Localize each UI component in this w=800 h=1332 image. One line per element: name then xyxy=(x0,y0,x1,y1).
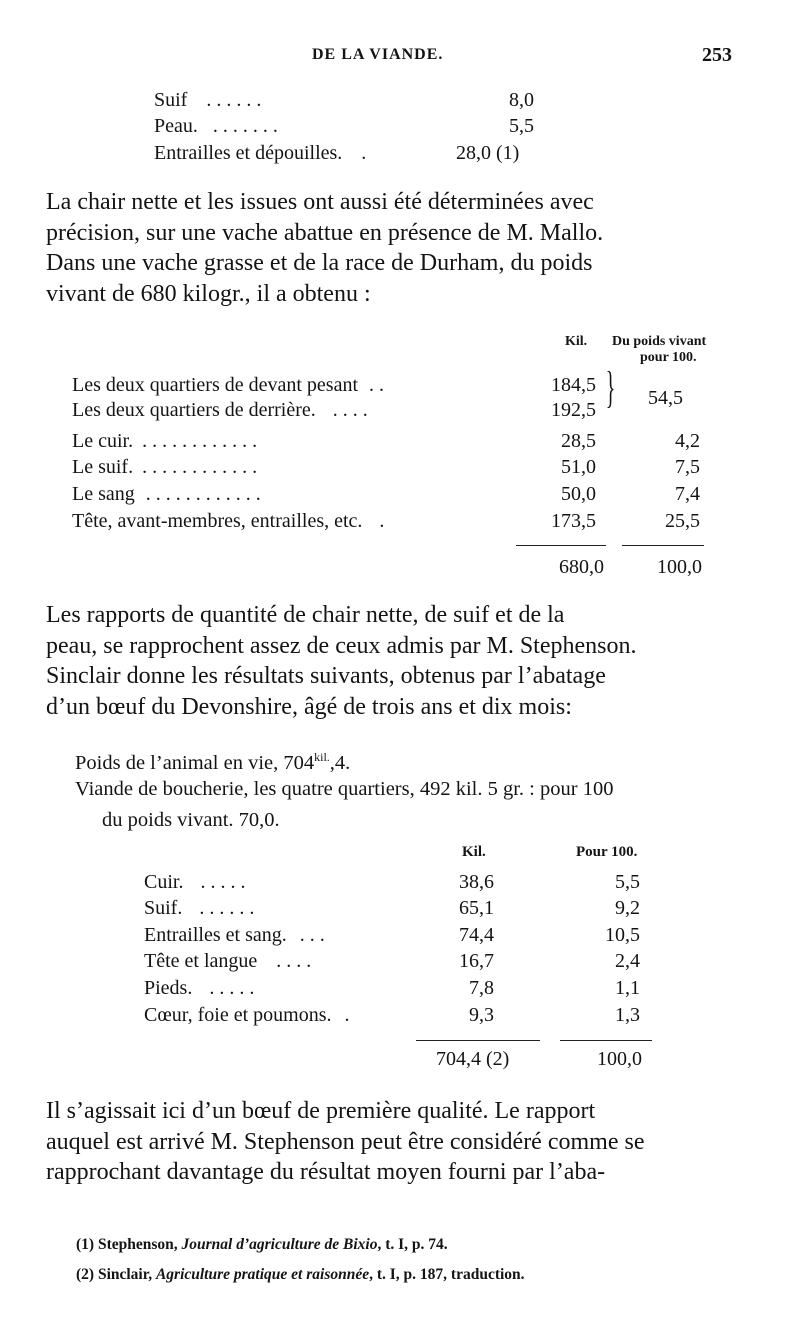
row-kil: 50,0 xyxy=(561,483,596,505)
leader-dots: . . . xyxy=(299,924,325,946)
leader-dots: . . . . . xyxy=(200,871,246,893)
text-line: Il s’agissait ici d’un bœuf de première qualité. Le rapport xyxy=(46,1098,596,1124)
column-header-kil: Kil. xyxy=(462,844,486,860)
table-row xyxy=(72,481,261,507)
leader-dots: . . . . . . . . . . . . xyxy=(142,430,258,452)
item-label: Suif xyxy=(154,89,188,111)
leader-dots: . . . . . xyxy=(209,977,255,999)
table-row xyxy=(144,1002,350,1028)
row-label: Cœur, foie et poumons. xyxy=(144,1004,332,1026)
row-percent: 7,5 xyxy=(675,456,700,478)
row-percent: 10,5 xyxy=(605,924,640,946)
brace-glyph: } xyxy=(605,363,616,412)
text-line: rapprochant davantage du résultat moyen fourni par l’aba- xyxy=(46,1159,606,1185)
leader-dots: . xyxy=(379,510,385,532)
list-item xyxy=(154,113,278,139)
row-kil: 192,5 xyxy=(551,399,596,421)
butcher-weight-line: Viande de boucherie, les quatre quartiers, 492 kil. 5 gr. : pour 100 xyxy=(75,778,614,800)
item-label: Entrailles et dépouilles. xyxy=(154,142,343,164)
leader-dots: . . . . . . xyxy=(199,897,255,919)
row-label: Les deux quartiers de derrière. xyxy=(72,399,316,421)
total-kil: 680,0 xyxy=(559,556,604,578)
row-label: Les deux quartiers de devant pesant xyxy=(72,374,359,396)
leader-dots: . . . . . . . . . . . . xyxy=(145,483,261,505)
row-percent: 1,1 xyxy=(615,977,640,999)
row-kil: 38,6 xyxy=(459,871,494,893)
row-kil: 16,7 xyxy=(459,950,494,972)
row-percent: 9,2 xyxy=(615,897,640,919)
row-kil: 65,1 xyxy=(459,897,494,919)
table-row xyxy=(144,975,254,1001)
table-row xyxy=(72,372,384,398)
footnote-author: (2) Sinclair, xyxy=(76,1266,156,1283)
row-percent: 5,5 xyxy=(615,871,640,893)
table-row xyxy=(144,895,254,921)
row-label: Tête et langue xyxy=(144,950,258,972)
item-value: 5,5 xyxy=(509,115,534,137)
text-line: Les rapports de quantité de chair nette, de suif et de la xyxy=(46,602,565,628)
row-label: Le sang xyxy=(72,483,135,505)
table-row xyxy=(72,428,257,454)
live-weight-text: Poids de l’animal en vie, 704 xyxy=(75,751,315,774)
live-weight-unit: kil. xyxy=(314,750,330,764)
leader-dots: . . . . . . . . . . . . xyxy=(142,456,258,478)
total-rule xyxy=(516,545,606,546)
row-kil: 173,5 xyxy=(551,510,596,532)
row-label: Pieds. xyxy=(144,977,193,999)
running-title: DE LA VIANDE. xyxy=(312,46,444,63)
row-label: Le suif. xyxy=(72,456,134,478)
footnote-1 xyxy=(76,1236,448,1254)
row-kil: 51,0 xyxy=(561,456,596,478)
row-kil: 9,3 xyxy=(469,1004,494,1026)
row-percent: 4,2 xyxy=(675,430,700,452)
brace-percent: 54,5 xyxy=(648,387,683,409)
row-percent: 25,5 xyxy=(665,510,700,532)
item-value: 8,0 xyxy=(509,89,534,111)
text-line: Sinclair donne les résultats suivants, obtenus par l’abatage xyxy=(46,663,606,689)
row-kil: 74,4 xyxy=(459,924,494,946)
row-kil: 7,8 xyxy=(469,977,494,999)
item-value: 28,0 (1) xyxy=(456,142,520,164)
text-line: auquel est arrivé M. Stephenson peut être considéré comme se xyxy=(46,1128,645,1155)
row-kil: 184,5 xyxy=(551,374,596,396)
text-line: Dans une vache grasse et de la race de Durham, du poids xyxy=(46,250,593,276)
leader-dots: . . . . . . xyxy=(206,89,262,111)
row-percent: 7,4 xyxy=(675,483,700,505)
footnote-title: Agriculture pratique et raisonnée xyxy=(155,1266,370,1283)
row-label: Tête, avant-membres, entrailles, etc. xyxy=(72,510,363,532)
table-row xyxy=(144,922,325,948)
leader-dots: . . xyxy=(369,374,385,396)
text-line: La chair nette et les issues ont aussi été déterminées avec xyxy=(46,189,594,215)
text-line: vivant de 680 kilogr., il a obtenu : xyxy=(46,280,371,307)
page-number: 253 xyxy=(702,44,732,66)
leader-dots: . . . . . . . xyxy=(212,115,278,137)
text-line: d’un bœuf du Devonshire, âgé de trois ans et dix mois: xyxy=(46,693,572,720)
row-label: Le cuir. xyxy=(72,430,134,452)
table-row xyxy=(144,948,311,974)
leader-dots: . . . . xyxy=(332,399,368,421)
table-row xyxy=(72,397,368,423)
column-header-kil: Kil. xyxy=(565,334,588,349)
footnote-title: Journal d’agriculture de Bixio xyxy=(181,1236,378,1253)
leader-dots: . xyxy=(344,1004,350,1026)
leader-dots: . . . . xyxy=(276,950,312,972)
column-header-percent: Du poids vivant xyxy=(612,334,707,349)
row-label: Suif. xyxy=(144,897,183,919)
footnote-2 xyxy=(76,1266,525,1284)
footnote-ref: , t. I, p. 187, traduction. xyxy=(369,1266,525,1283)
total-percent: 100,0 xyxy=(657,556,702,578)
row-percent: 2,4 xyxy=(615,950,640,972)
total-rule xyxy=(416,1040,540,1041)
paragraph-2 xyxy=(46,600,754,722)
table-row xyxy=(72,454,257,480)
row-kil: 28,5 xyxy=(561,430,596,452)
total-kil: 704,4 (2) xyxy=(436,1048,510,1070)
paragraph-1 xyxy=(46,187,754,309)
row-label: Cuir. xyxy=(144,871,184,893)
butcher-weight-line-2: du poids vivant. 70,0. xyxy=(102,809,280,831)
leader-dots: . xyxy=(361,142,367,164)
list-item xyxy=(154,87,261,113)
paragraph-3 xyxy=(46,1096,754,1188)
column-header-percent-sub: pour 100. xyxy=(640,350,697,365)
list-item xyxy=(154,140,366,166)
footnote-author: (1) Stephenson, xyxy=(76,1236,182,1253)
column-header-percent: Pour 100. xyxy=(576,844,638,860)
text-line: peau, se rapprochent assez de ceux admis par M. Stephenson. xyxy=(46,632,637,659)
total-rule xyxy=(622,545,704,546)
total-rule xyxy=(560,1040,652,1041)
live-weight-tail: ,4. xyxy=(329,751,351,774)
footnote-ref: , t. I, p. 74. xyxy=(377,1236,448,1253)
item-label: Peau. xyxy=(154,115,198,137)
live-weight-line xyxy=(75,744,350,776)
row-percent: 1,3 xyxy=(615,1004,640,1026)
total-percent: 100,0 xyxy=(597,1048,642,1070)
row-label: Entrailles et sang. xyxy=(144,924,287,946)
table-row xyxy=(144,869,245,895)
table-row xyxy=(72,508,384,534)
text-line: précision, sur une vache abattue en présence de M. Mallo. xyxy=(46,219,604,246)
